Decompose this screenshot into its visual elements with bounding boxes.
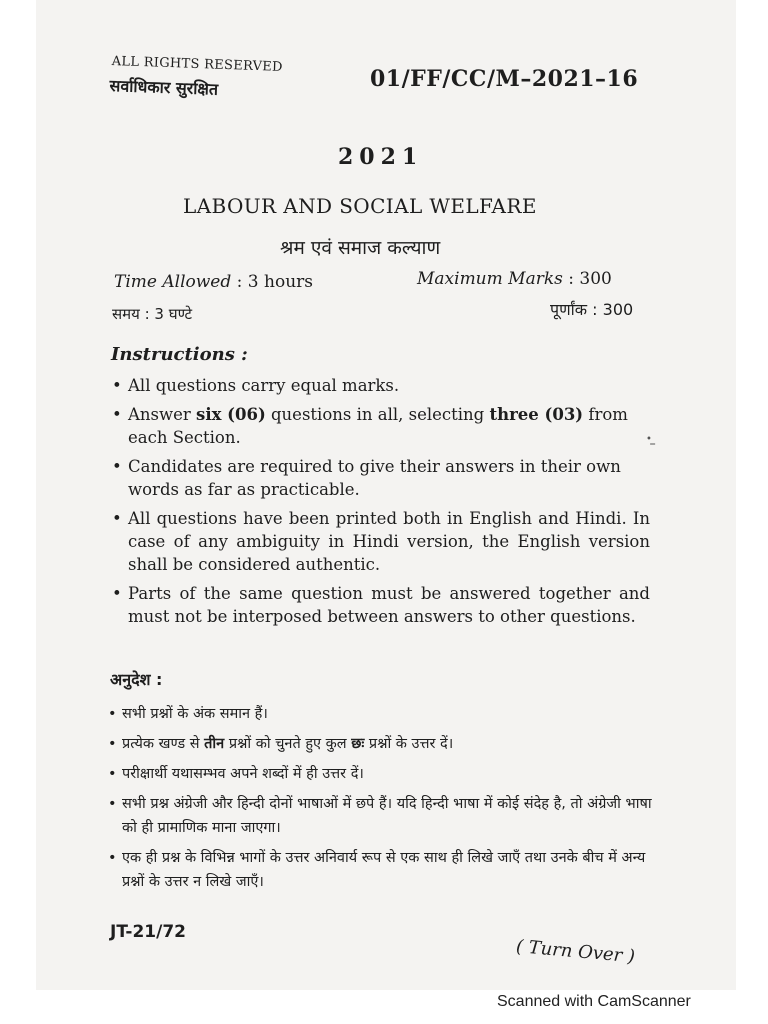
maximum-marks-en (417, 269, 612, 289)
bullet-icon: • (108, 736, 117, 752)
subject-title-en: LABOUR AND SOCIAL WELFARE (183, 194, 537, 218)
time-allowed-en (114, 272, 313, 292)
instruction-item-hi: • सभी प्रश्नों के अंक समान हैं। (108, 702, 653, 726)
subject-title-hi: श्रम एवं समाज कल्याण (280, 237, 441, 259)
scan-mark: • ̳ (646, 434, 656, 445)
time-allowed-hi: समय : 3 घण्टे (112, 305, 193, 323)
instruction-item: • Candidates are required to give their answers in their own words as far as practicable. (112, 457, 621, 499)
instruction-item-hi: • प्रत्येक खण्ड से तीन प्रश्नों को चुनते हुए कुल छः प्रश्नों के उत्तर दें। (108, 732, 653, 756)
maximum-marks-value: : 300 (562, 269, 612, 289)
camscanner-watermark: Scanned with CamScanner (497, 993, 691, 1010)
instructions-title-en: Instructions : (111, 344, 248, 365)
bullet-icon: • (108, 796, 117, 812)
maximum-marks-label: Maximum Marks (417, 269, 563, 289)
bullet-icon: • (112, 584, 122, 603)
paper-code: 01/FF/CC/M–2021–16 (370, 66, 639, 92)
bullet-icon: • (112, 405, 122, 424)
maximum-marks-hi: पूर्णांक : 300 (550, 300, 634, 319)
instruction-item: • All questions carry equal marks. (112, 376, 400, 395)
exam-year: 2021 (338, 144, 424, 170)
instructions-list-en (112, 374, 650, 634)
bullet-icon: • (108, 706, 117, 722)
rights-reserved-en: ALL RIGHTS RESERVED (111, 54, 284, 75)
bullet-icon: • (112, 457, 122, 476)
instruction-item: • All questions have been printed both in English and Hindi. In case of any ambiguity in Hindi version, the English version shall be considered authentic. (112, 509, 650, 574)
time-allowed-value: : 3 hours (231, 272, 313, 292)
instructions-title-hi: अनुदेश : (110, 670, 163, 689)
instruction-item: • Answer six (06) questions in all, selecting three (03) from each Section. (112, 405, 628, 447)
bullet-icon: • (108, 766, 117, 782)
turn-over-note: ( Turn Over ) (515, 936, 636, 968)
footer-code: JT-21/72 (110, 922, 187, 942)
bullet-icon: • (112, 376, 122, 395)
instruction-item-hi: • सभी प्रश्न अंग्रेजी और हिन्दी दोनों भाषाओं में छपे हैं। यदि हिन्दी भाषा में कोई संदेह है, तो अंग्रेजी भाषा को ही प्रामाणिक माना जाएगा। (108, 792, 653, 840)
instruction-item-hi: • एक ही प्रश्न के विभिन्न भागों के उत्तर अनिवार्य रूप से एक साथ ही लिखे जाएँ तथा उनके बीच में अन्य प्रश्नों के उत्तर न लिखे जाएँ। (108, 846, 653, 894)
bullet-icon: • (112, 509, 122, 528)
bullet-icon: • (108, 850, 117, 866)
rights-reserved-hi: सर्वाधिकार सुरक्षित (109, 75, 219, 99)
instructions-list-hi (108, 702, 653, 900)
time-allowed-label: Time Allowed (114, 272, 232, 292)
instruction-item: • Parts of the same question must be answered together and must not be interposed between answers to other questions. (112, 584, 650, 626)
instruction-item-hi: • परीक्षार्थी यथासम्भव अपने शब्दों में ही उत्तर दें। (108, 762, 653, 786)
